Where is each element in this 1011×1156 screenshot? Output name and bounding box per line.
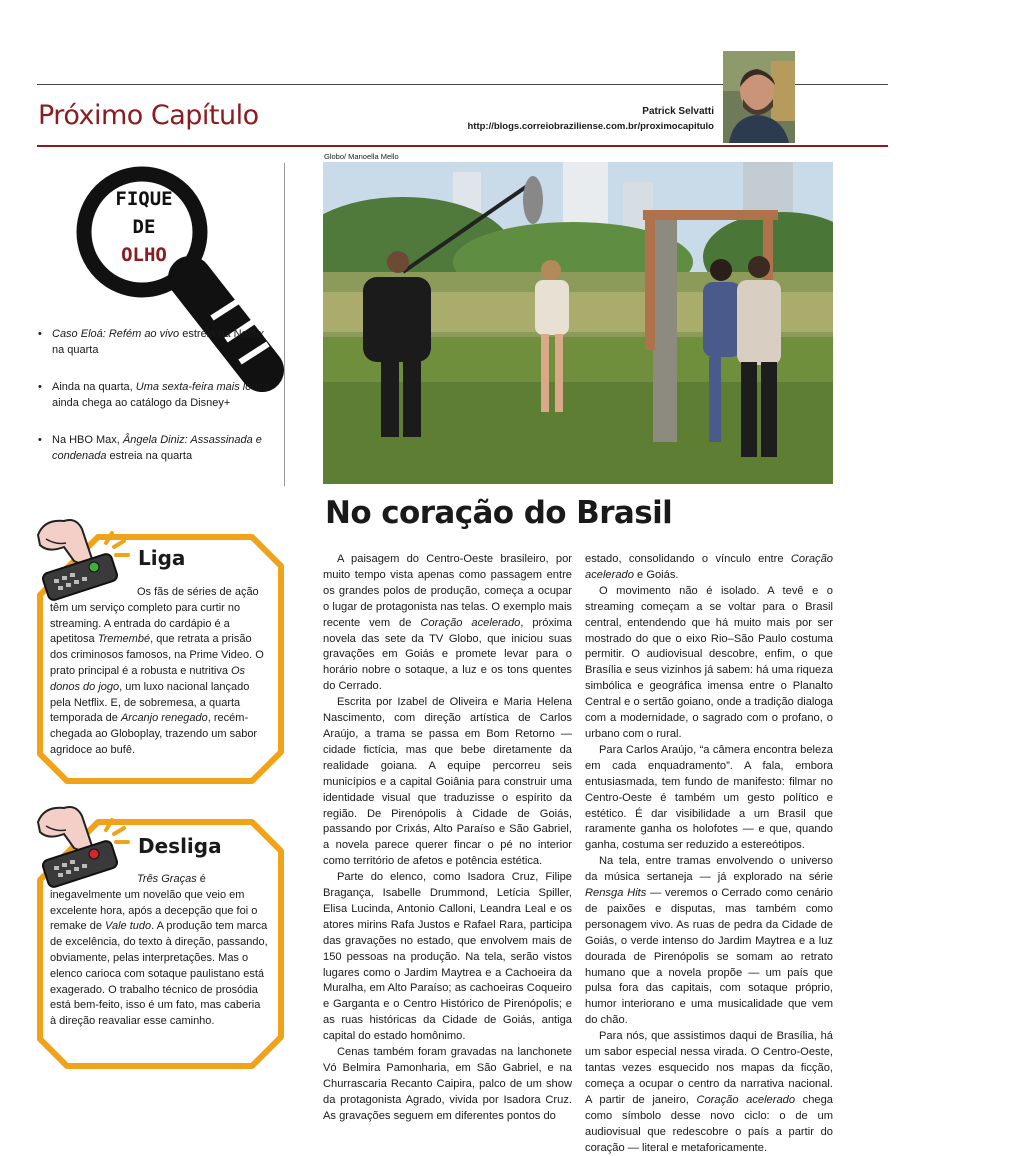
list-item: • Na HBO Max, Ângela Diniz: Assassinada e condenada estreia na quarta [38, 433, 278, 464]
author-photo [723, 51, 795, 143]
list-item: • Ainda na quarta, Uma sexta-feira mais louca ainda chega ao catálogo da Disney+ [38, 380, 278, 411]
liga-text [50, 585, 268, 759]
fique-de-olho-list [38, 327, 278, 486]
main-photo [323, 162, 833, 484]
liga-paragraph: Os fãs de séries de ação têm um serviço completo para curtir no streaming. A entrada do cardápio é a apetitosa Tremembé, que retrata a prisão dos criminosos famosos, na Prime Video. O prato principal é a robusta e nutritiva Os donos do jogo, um luxo nacional lançado pela Netflix. E, de sobremesa, a quarta temporada de Arcanjo renegado, recém-chegada ao Globoplay, trazendo um sabor agridoce ao bufê. [50, 586, 264, 756]
header-bottom-rule [37, 145, 888, 147]
photo-credit: Globo/ Manoella Mello [324, 152, 399, 161]
article-paragraph: Na tela, entre tramas envolvendo o universo da música sertaneja — já explorado na série Rensga Hits — veremos o Cerrado como cenário de paixões e disputas, mas também como personagem vivo. As ruas de pedra da Cidade de Goiás, o verde intenso do Jardim Maytrea e a luz dourada de Pirenópolis se somam ao retrato humano que a novela propõe — um país que pulsa fora das capitais, com sotaque próprio, humor interiorano e uma musicalidade que vem do chão. [585, 855, 833, 1027]
list-item: • Caso Eloá: Refém ao vivo estreia na Netflix na quarta [38, 327, 278, 358]
headline: No coração do Brasil [325, 495, 673, 531]
article-column-1 [323, 552, 572, 1125]
fdo-line1: FIQUE [115, 188, 173, 210]
article-paragraph: Cenas também foram gravadas na lanchonete Vó Belmira Pamonharia, em São Gabriel, e na Churrascaria Recanto Caipira, palco de um show da protagonista Agrado, vivida por Isadora Cruz. As gravações seguem em diferentes pontos do [323, 1046, 572, 1122]
liga-title: Liga [138, 546, 186, 570]
article-paragraph: Parte do elenco, como Isadora Cruz, Filipe Bragança, Isabelle Drummond, Letícia Spiller, Elisa Lucinda, Antonio Calloni, Leandra Leal e os atores mirins Rafa Justos e Rafael Rara, participa das gravações no estado, que envolvem mais de 150 pessoas na produção. Na tela, serão vistos lugares como o Jardim Maytrea e a Cachoeira da Muralha, em Alto Paraíso; as cachoeiras Coqueiro e Garganta e o Centro Histórico de Pirenópolis; e as ruas históricas da Cidade de Goiás, antiga capital do estado homônimo. [323, 871, 572, 1043]
article-paragraph: O movimento não é isolado. A tevê e o streaming começam a se voltar para o Brasil central, entendendo que há muito mais por ser mostrado do que o eixo Rio–São Paulo costuma permitir. O audiovisual descobre, enfim, o que Brasília e seus vizinhos já sabem: há uma riqueza simbólica e geográfica imensa entre o Planalto Central e o sertão goiano, onde a tradição dialoga com a modernidade, o sagrado com o profano, o urbano com o rural. [585, 584, 833, 740]
fdo-line3: OLHO [121, 244, 167, 266]
desliga-title: Desliga [138, 834, 222, 858]
desliga-text [50, 872, 268, 1030]
article-paragraph: estado, consolidando o vínculo entre Coração acelerado e Goiás. [585, 553, 833, 581]
author-url[interactable]: http://blogs.correiobraziliense.com.br/proximocapitulo [467, 121, 714, 132]
sidebar-divider [284, 163, 285, 486]
fdo-line2: DE [132, 216, 156, 238]
desliga-paragraph: Três Graças é inegavelmente um novelão que veio em excelente hora, após a decepção que foi o remake de Vale tudo. A produção tem marca de excelência, do texto à direção, passando, obviamente, pelas interpretações. Mas o elenco carioca com sotaque paulistano está exagerado. O trabalho técnico de prosódia está bem-feito, isso é um fato, mas caberia à direção reavaliar esse caminho. [50, 873, 268, 1028]
article-column-2 [585, 552, 833, 1156]
article-paragraph: Para Carlos Araújo, “a câmera encontra beleza em cada enquadramento”. A fala, embora entusiasmada, tem fundo de manifesto: filmar no Centro-Oeste é também um gesto político e estético. É dar visibilidade a um Brasil que raramente ganha os holofotes — e que, quando ganha, costuma ser reduzido a estereótipos. [585, 743, 833, 852]
section-title: Próximo Capítulo [38, 100, 259, 131]
article-paragraph: Para nós, que assistimos daqui de Brasília, há um sabor especial nessa virada. O Centro-Oeste, tantas vezes esquecido nos mapas da ficção, começa a ocupar o centro da narrativa nacional. A partir de janeiro, Coração acelerado chega como símbolo desse novo ciclo: o de um audiovisual que redescobre o país a partir do coração — literal e metaforicamente. [585, 1030, 833, 1154]
article-paragraph: Escrita por Izabel de Oliveira e Maria Helena Nascimento, com direção artística de Carlos Araújo, a trama se passa em Bom Retorno — cidade fictícia, mas que bebe diretamente da realidade goiana. A equipe percorreu seis municípios e a capital Goiânia para construir uma identidade visual que traduzisse o espírito da região. De Pirenópolis à Cidade de Goiás, passando por Crixás, Alto Paraíso e São Gabriel, a novela parece querer fincar o pé no interior como território de afetos e potência estética. [323, 696, 572, 868]
article-paragraph: A paisagem do Centro-Oeste brasileiro, por muito tempo vista apenas como passagem entre os grandes polos de produção, começa a ocupar o lugar de protagonista nas telas. O exemplo mais recente vem de Coração acelerado, próxima novela das sete da TV Globo, que iniciou suas gravações em Goiás e promete levar para o horário nobre o sotaque, a luz e os tons quentes do Cerrado. [323, 553, 572, 693]
author-name: Patrick Selvatti [642, 106, 714, 117]
